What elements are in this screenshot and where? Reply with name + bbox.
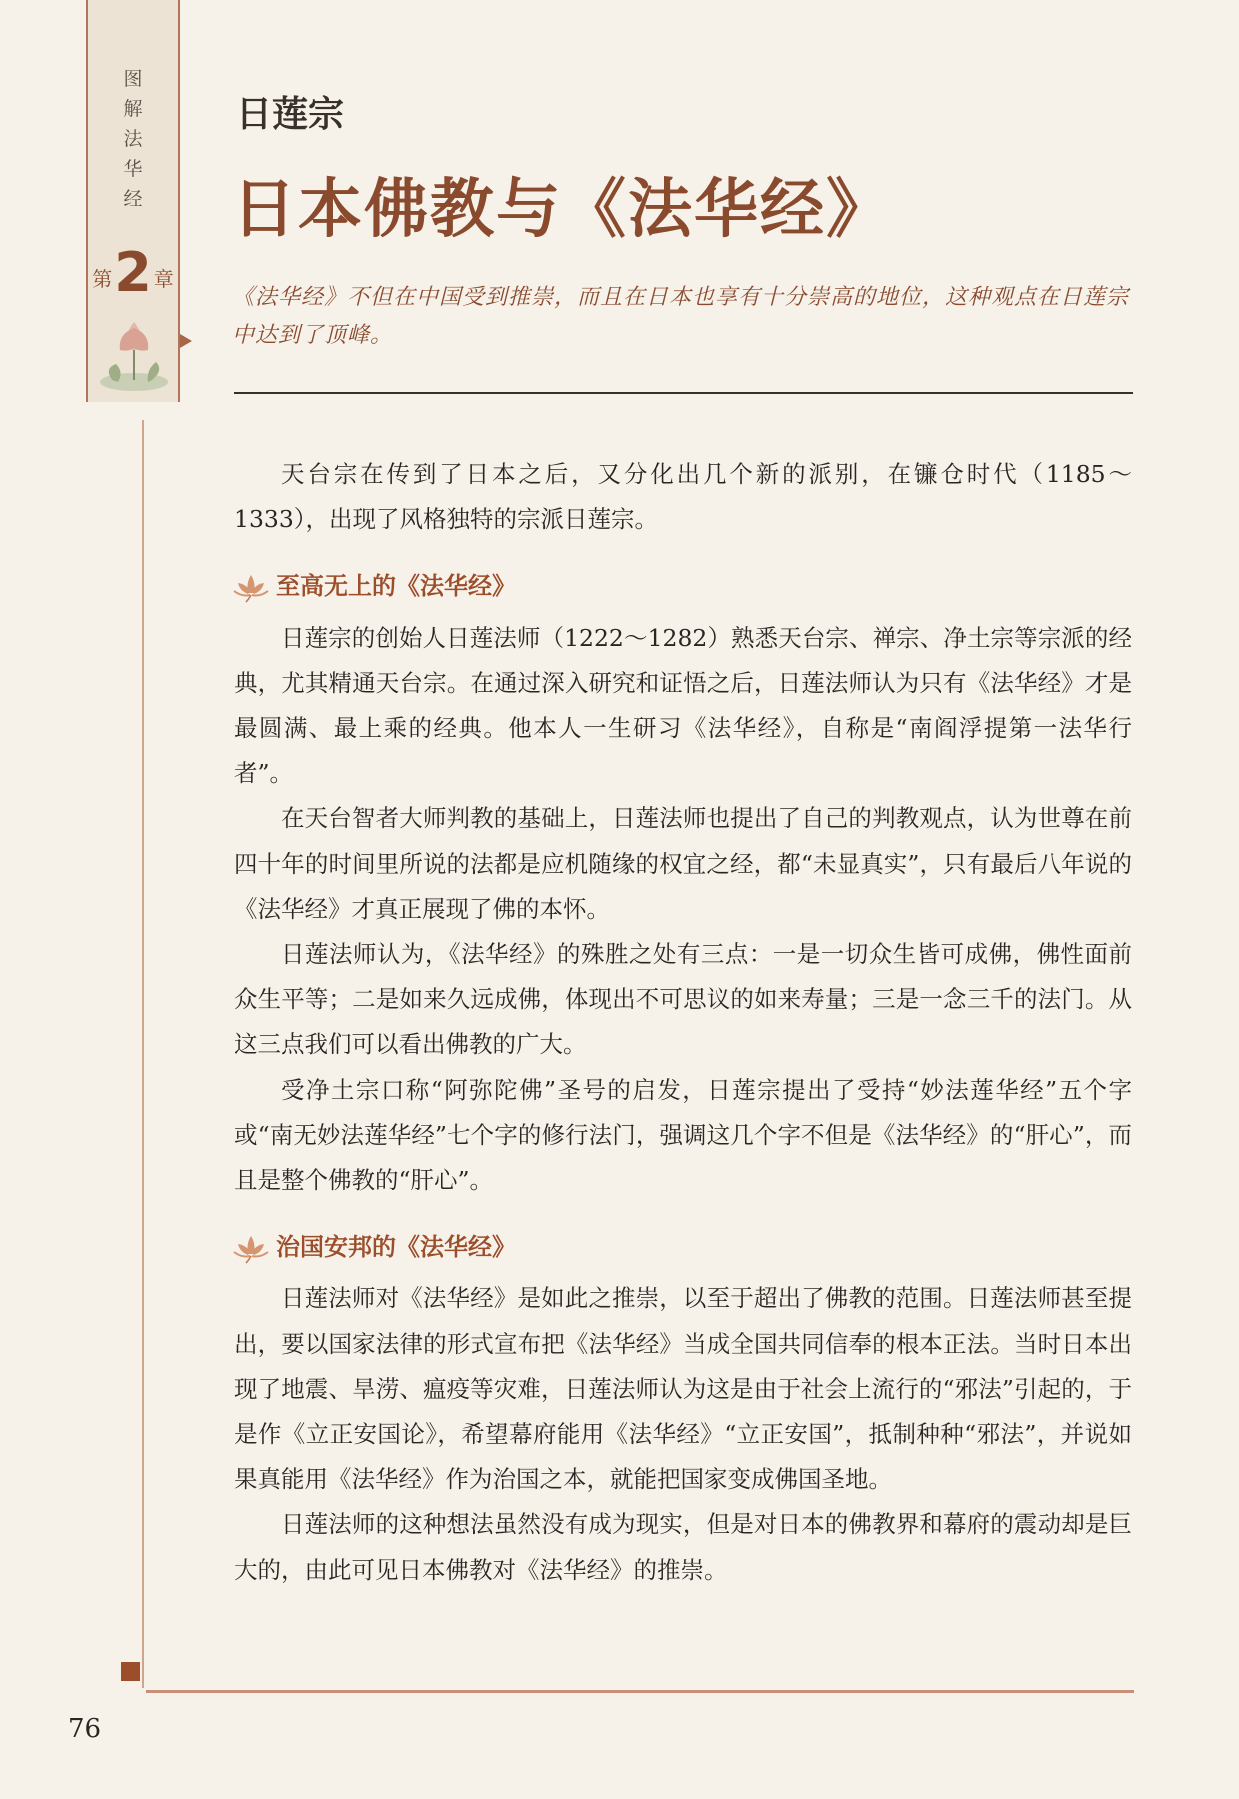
book-title-char: 法 <box>123 128 143 150</box>
paragraph: 在天台智者大师判教的基础上，日莲法师也提出了自己的判教观点，认为世尊在前四十年的时间里所说的法都是应机随缘的权宜之经，都“未显真实”，只有最后八年说的《法华经》才真正展现了佛的本怀。 <box>234 804 1132 923</box>
book-title-vertical <box>88 64 178 214</box>
page-number: 76 <box>68 1714 102 1744</box>
opening-paragraph: 天台宗在传到了日本之后，又分化出几个新的派别，在镰仓时代（1185～1333），出现了风格独特的宗派日莲宗。 <box>234 460 1132 534</box>
page-title: 日本佛教与《法华经》 <box>232 173 892 247</box>
lotus-bullet-icon <box>232 571 270 603</box>
section-heading-text: 至高无上的《法华经》 <box>276 572 516 601</box>
section-heading-text: 治国安邦的《法华经》 <box>276 1233 516 1262</box>
chapter-side-tab <box>86 0 180 402</box>
left-margin-rule <box>142 420 144 1688</box>
body-text <box>234 452 1132 1593</box>
section-subtitle: 日莲宗 <box>236 94 345 135</box>
book-title-char: 解 <box>123 98 143 120</box>
lotus-bullet-icon <box>232 1232 270 1264</box>
chapter-prefix: 第 <box>92 267 113 291</box>
footer-divider <box>146 1690 1134 1693</box>
footer-square-ornament <box>121 1662 140 1681</box>
intro-summary: 《法华经》不但在中国受到推崇，而且在日本也享有十分崇高的地位，这种观点在日莲宗中达到了顶峰。 <box>232 285 1130 348</box>
paragraph: 日莲法师的这种想法虽然没有成为现实，但是对日本的佛教界和幕府的震动却是巨大的，由此可见日本佛教对《法华经》的推崇。 <box>234 1510 1132 1584</box>
book-title-char: 图 <box>123 68 143 90</box>
paragraph: 日莲法师认为，《法华经》的殊胜之处有三点：一是一切众生皆可成佛，佛性面前众生平等；二是如来久远成佛，体现出不可思议的如来寿量；三是一念三千的法门。从这三点我们可以看出佛教的广大。 <box>234 940 1132 1059</box>
book-title-char: 经 <box>123 188 143 210</box>
section-heading <box>232 564 1132 609</box>
chapter-marker <box>88 241 178 304</box>
paragraph: 受净土宗口称“阿弥陀佛”圣号的启发，日莲宗提出了受持“妙法莲华经”五个字或“南无妙法莲华经”七个字的修行法门，强调这几个字不但是《法华经》的“肝心”，而且是整个佛教的“肝心”。 <box>234 1075 1132 1195</box>
paragraph: 日莲法师对《法华经》是如此之推崇，以至于超出了佛教的范围。日莲法师甚至提出，要以国家法律的形式宣布把《法华经》当成全国共同信奉的根本正法。当时日本出现了地震、旱涝、瘟疫等灾难，日莲法师认为这是由于社会上流行的“邪法”引起的，于是作《立正安国论》，希望幕府能用《法华经》“立正安国”，抵制种种“邪法”，并说如果真能用《法华经》作为治国之本，就能把国家变成佛国圣地。 <box>234 1284 1132 1494</box>
header-divider <box>234 392 1133 394</box>
section-heading <box>232 1225 1132 1270</box>
paragraph: 日莲宗的创始人日莲法师（1222～1282）熟悉天台宗、禅宗、净土宗等宗派的经典，尤其精通天台宗。在通过深入研究和证悟之后，日莲法师认为只有《法华经》才是最圆满、最上乘的经典。他本人一生研习《法华经》，自称是“南阎浮提第一法华行者”。 <box>234 623 1132 788</box>
tab-pointer-icon <box>180 334 192 348</box>
lotus-illustration-icon <box>94 310 174 398</box>
chapter-suffix: 章 <box>153 267 174 291</box>
book-title-char: 华 <box>123 158 143 180</box>
chapter-number: 2 <box>114 241 152 304</box>
